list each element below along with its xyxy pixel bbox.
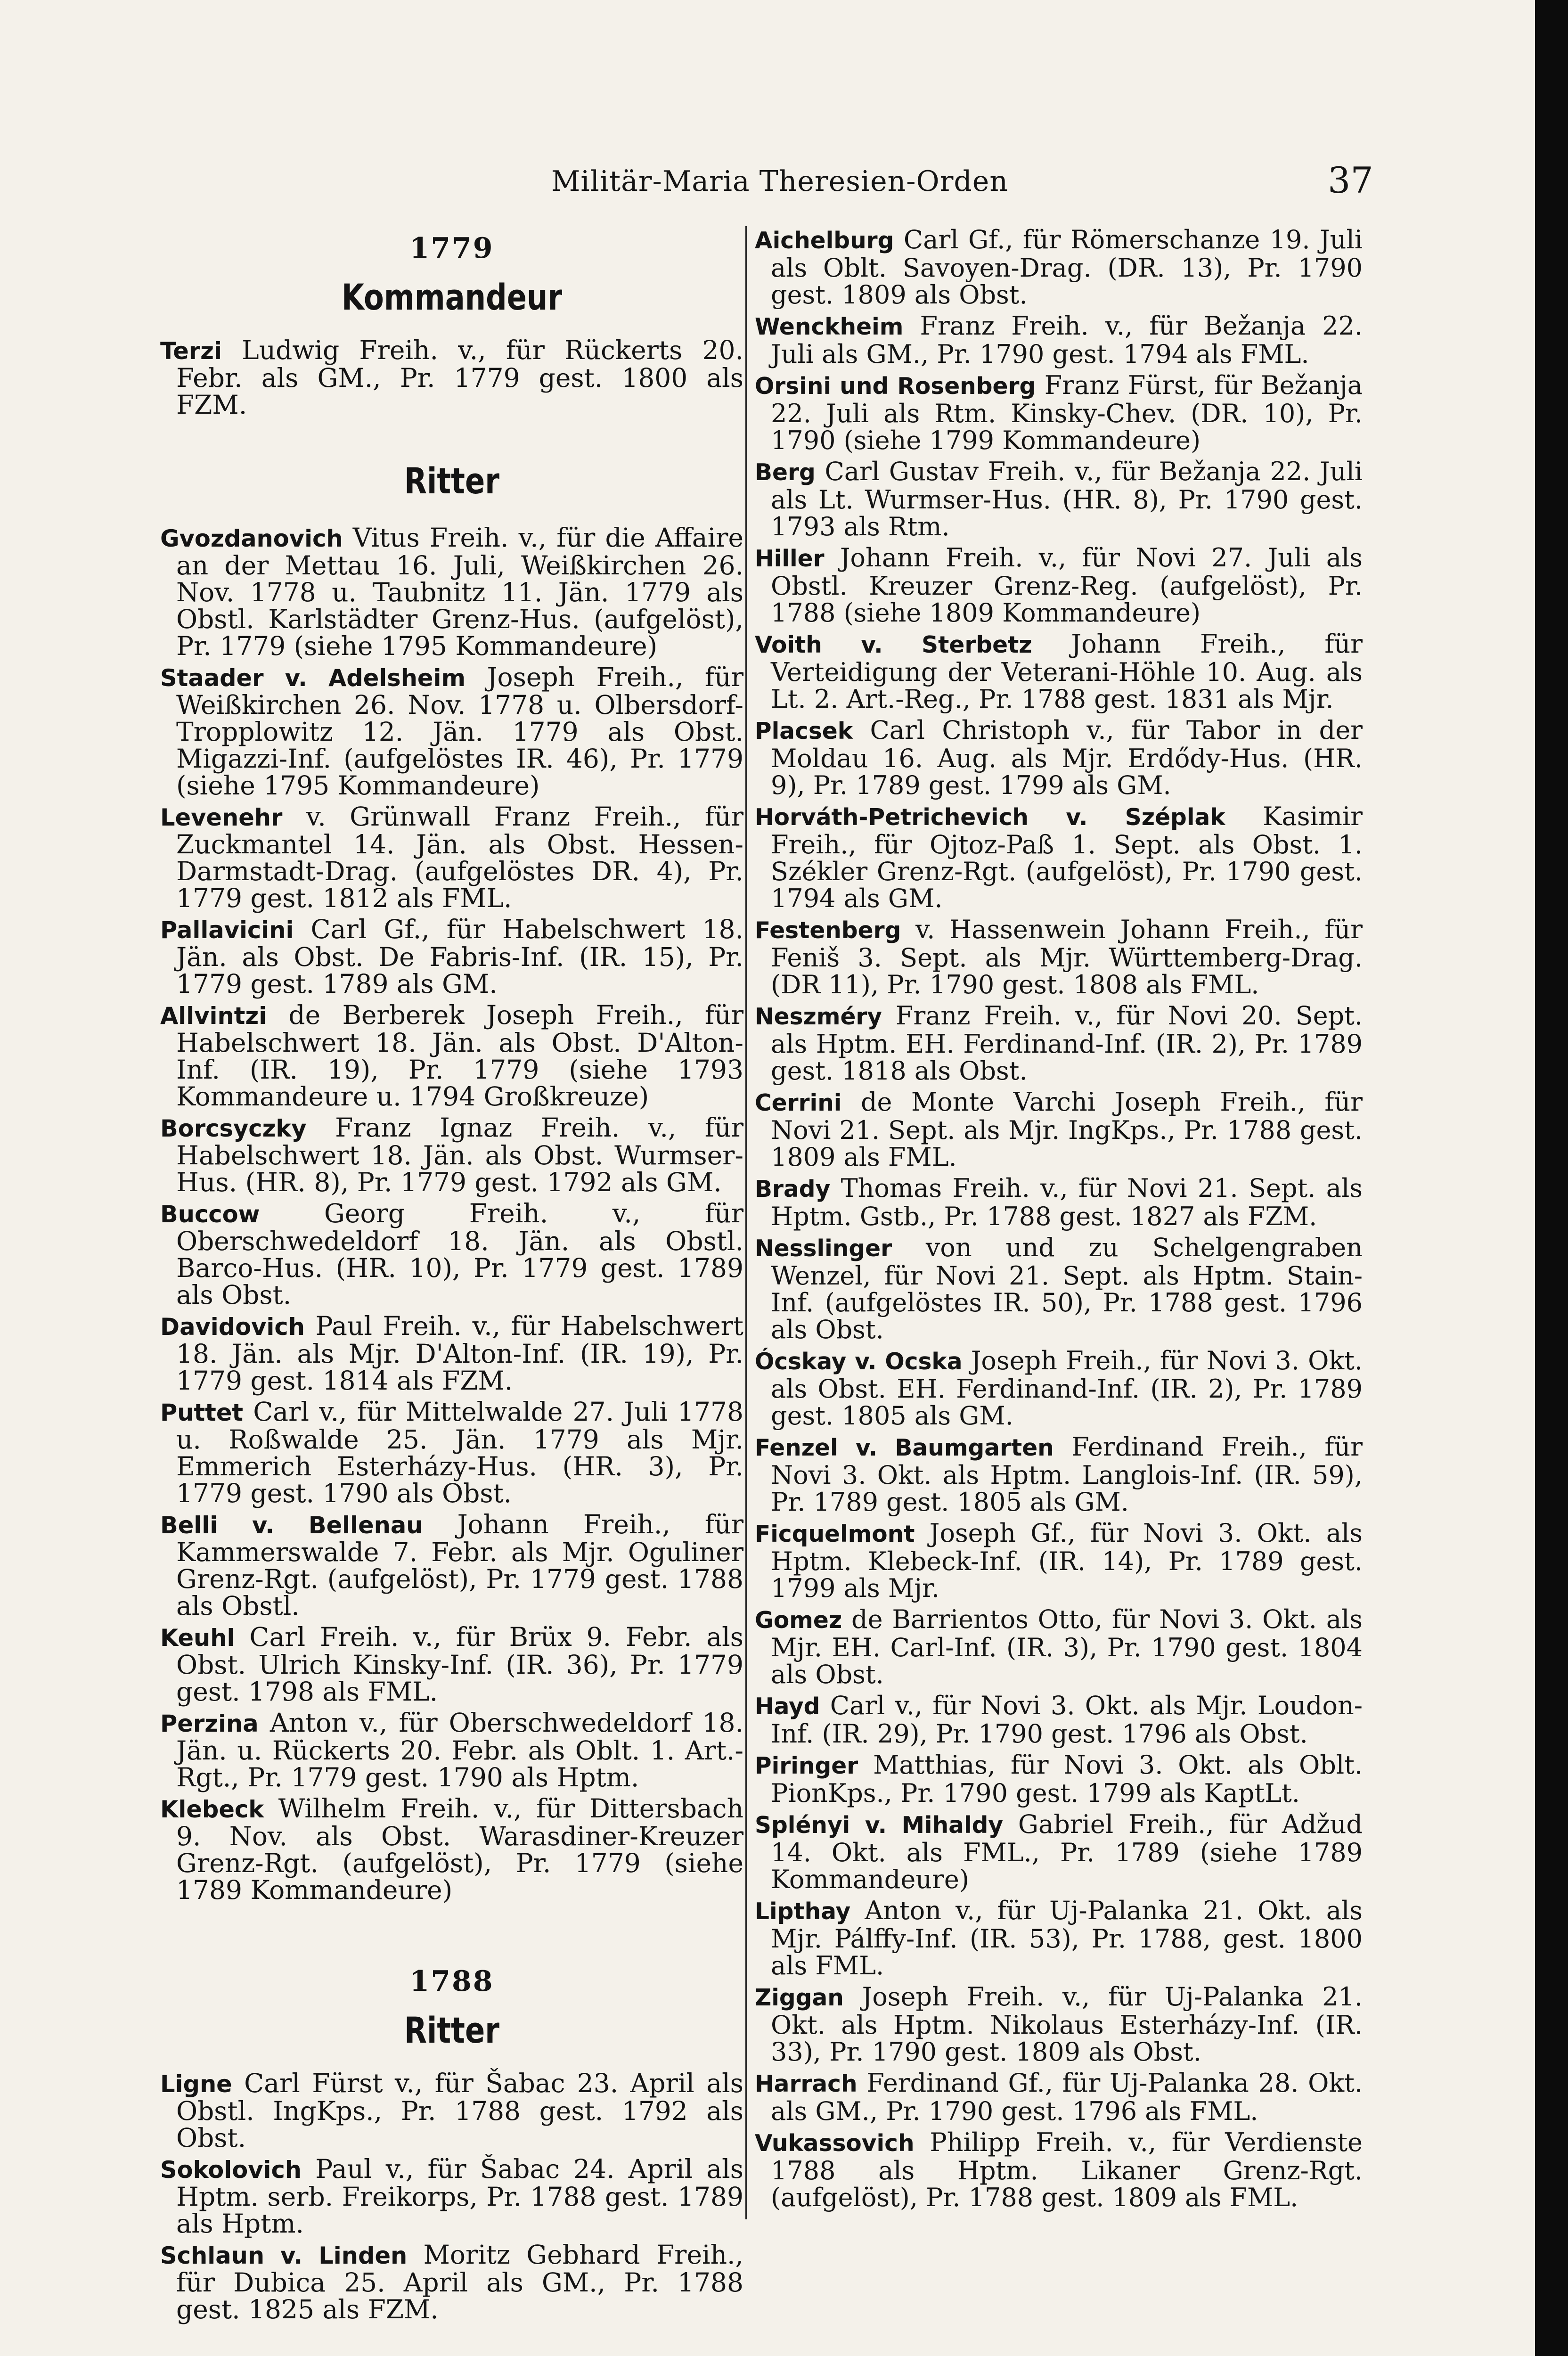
entry-name: Fenzel v. Baumgarten xyxy=(755,1435,1054,1461)
entry-name: Orsini und Rosenberg xyxy=(755,373,1036,400)
entry-text: Carl Gf., für Habelschwert 18. Jän. als Obst. De Fabris-Inf. (IR. 15), Pr. 1779 gest. 1789 als GM. xyxy=(176,914,743,999)
right-column xyxy=(755,226,1363,2215)
entry xyxy=(755,372,1363,454)
entry xyxy=(755,1606,1363,1688)
entry-text: Carl Gf., für Römerschanze 19. Juli als Oblt. Savoyen-Drag. (DR. 13), Pr. 1790 gest. 1809 als Obst. xyxy=(771,225,1363,310)
entry-text: Carl Fürst v., für Šabac 23. April als Obstl. IngKps., Pr. 1788 gest. 1792 als Obst. xyxy=(176,2068,743,2153)
entry-text: Johann Freih., für Verteidigung der Veterani-Höhle 10. Aug. als Lt. 2. Art.-Reg., Pr. 1788 gest. 1831 als Mjr. xyxy=(771,629,1363,714)
entry-text: Ferdinand Gf., für Uj-Palanka 28. Okt. als GM., Pr. 1790 gest. 1796 als FML. xyxy=(771,2068,1363,2126)
entry xyxy=(755,1897,1363,1979)
entry xyxy=(755,916,1363,998)
ritter-1788-list xyxy=(160,2070,743,2323)
year-heading-1788: 1788 xyxy=(409,1965,494,1998)
entry-name: Pallavicini xyxy=(160,916,294,944)
entry xyxy=(755,312,1363,368)
entry-name: Allvintzi xyxy=(160,1002,267,1030)
entry xyxy=(755,1520,1363,1602)
entry-name: Sokolovich xyxy=(160,2156,302,2184)
entry-name: Klebeck xyxy=(160,1796,264,1823)
entry-name: Keuhl xyxy=(160,1624,235,1652)
entry xyxy=(160,1710,743,1791)
entry-name: Neszméry xyxy=(755,1004,882,1030)
section-heading-kommandeur: Kommandeur xyxy=(341,276,563,318)
entry-name: Cerrini xyxy=(755,1090,842,1116)
entry-name: Gvozdanovich xyxy=(160,525,343,552)
entry-text: Kasimir Freih., für Ojtoz-Paß 1. Sept. als Obst. 1. Székler Grenz-Rgt. (aufgelöst), Pr. 1790 gest. 1794 als GM. xyxy=(771,802,1363,913)
entry xyxy=(755,2070,1363,2125)
entry-name: Nesslinger xyxy=(755,1235,892,1262)
entry-name: Buccow xyxy=(160,1201,260,1228)
entry xyxy=(755,1811,1363,1893)
entry xyxy=(160,524,743,660)
entry xyxy=(755,2129,1363,2211)
entry-name: Ligne xyxy=(160,2070,232,2098)
entry xyxy=(755,1175,1363,1230)
entry-text: Carl v., für Novi 3. Okt. als Mjr. Loudon-Inf. (IR. 29), Pr. 1790 gest. 1796 als Obst. xyxy=(771,1691,1363,1749)
entry xyxy=(160,1313,743,1394)
entry-text: Vitus Freih. v., für die Affaire an der Mettau 16. Juli, Weißkirchen 26. Nov. 1778 u. Taubnitz 11. Jän. 1779 als Obstl. Karlstädter Grenz-Hus. (aufgelöst), Pr. 1779 (siehe 1795 Kommandeure) xyxy=(176,523,743,661)
entry-name: Schlaun v. Linden xyxy=(160,2242,408,2269)
entry-text: Anton v., für Uj-Palanka 21. Okt. als Mjr. Pálffy-Inf. (IR. 53), Pr. 1788, gest. 1800 als FML. xyxy=(771,1896,1363,1980)
entry-text: Joseph Freih., für Weißkirchen 26. Nov. 1778 u. Olbersdorf-Tropplowitz 12. Jän. 1779 als Obst. Migazzi-Inf. (aufgelöstes IR. 46), Pr. 1779 (siehe 1795 Kommandeure) xyxy=(176,662,743,801)
entry-text: Joseph Gf., für Novi 3. Okt. als Hptm. Klebeck-Inf. (IR. 14), Pr. 1789 gest. 1799 als Mjr. xyxy=(771,1518,1363,1603)
entry xyxy=(160,2241,743,2323)
entry-name: Voith v. Sterbetz xyxy=(755,632,1032,658)
ritter-continued-list xyxy=(755,226,1363,2211)
entry-name: Ócskay v. Ocska xyxy=(755,1349,963,1375)
entry xyxy=(160,1114,743,1196)
entry-text: Wilhelm Freih. v., für Dittersbach 9. Nov. als Obst. Warasdiner-Kreuzer Grenz-Rgt. (aufgelöst), Pr. 1779 (siehe 1789 Kommandeure) xyxy=(176,1793,743,1905)
entry xyxy=(755,544,1363,626)
entry-text: Johann Freih. v., für Novi 27. Juli als Obstl. Kreuzer Grenz-Reg. (aufgelöst), Pr. 1788 (siehe 1809 Kommandeure) xyxy=(771,543,1363,628)
entry-text: Carl Gustav Freih. v., für Bežanja 22. Juli als Lt. Wurmser-Hus. (HR. 8), Pr. 1790 gest. 1793 als Rtm. xyxy=(771,457,1363,541)
entry xyxy=(755,1002,1363,1084)
entry xyxy=(160,664,743,799)
entry-text: Ferdinand Freih., für Novi 3. Okt. als Hptm. Langlois-Inf. (IR. 59), Pr. 1789 gest. 1805 als GM. xyxy=(771,1432,1363,1517)
entry-name: Davidovich xyxy=(160,1313,305,1341)
entry-name: Staader v. Adelsheim xyxy=(160,664,466,692)
entry-text: Anton v., für Oberschwedeldorf 18. Jän. u. Rückerts 20. Febr. als Oblt. 1. Art.-Rgt., Pr. 1779 gest. 1790 als Hptm. xyxy=(176,1708,743,1792)
entry-name: Horváth-Petrichevich v. Széplak xyxy=(755,804,1225,831)
entry-text: Paul v., für Šabac 24. April als Hptm. serb. Freikorps, Pr. 1788 gest. 1789 als Hptm. xyxy=(176,2154,743,2239)
entry xyxy=(755,630,1363,712)
entry-name: Perzina xyxy=(160,1710,259,1737)
entry-text: Thomas Freih. v., für Novi 21. Sept. als Hptm. Gstb., Pr. 1788 gest. 1827 als FZM. xyxy=(771,1173,1363,1231)
entry-text: Franz Freih. v., für Novi 20. Sept. als Hptm. EH. Ferdinand-Inf. (IR. 2), Pr. 1789 gest. 1818 als Obst. xyxy=(771,1001,1363,1086)
entry-name: Harrach xyxy=(755,2071,858,2097)
entry-text: Johann Freih., für Kammerswalde 7. Febr. als Mjr. Oguliner Grenz-Rgt. (aufgelöst), Pr. 1779 gest. 1788 als Obstl. xyxy=(176,1509,743,1621)
entry xyxy=(755,226,1363,308)
kommandeur-list xyxy=(160,337,743,418)
entry-name: Hayd xyxy=(755,1693,820,1720)
entry-text: Franz Ignaz Freih. v., für Habelschwert 18. Jän. als Obst. Wurmser-Hus. (HR. 8), Pr. 1779 gest. 1792 als GM. xyxy=(176,1113,743,1197)
entry-text: v. Hassenwein Johann Freih., für Feniš 3. Sept. als Mjr. Württemberg-Drag. (DR 11), Pr. 1790 gest. 1808 als FML. xyxy=(771,915,1363,999)
entry xyxy=(160,916,743,998)
entry xyxy=(755,1692,1363,1747)
entry-name: Puttet xyxy=(160,1399,244,1426)
running-header: Militär-Maria Theresien-Orden xyxy=(551,165,1008,198)
entry-name: Ficquelmont xyxy=(755,1521,915,1547)
entry-name: Placsek xyxy=(755,718,853,744)
entry xyxy=(755,1751,1363,1807)
entry xyxy=(160,1624,743,1705)
entry xyxy=(755,1433,1363,1515)
entry-text: Matthias, für Novi 3. Okt. als Oblt. PionKps., Pr. 1790 gest. 1799 als KaptLt. xyxy=(771,1750,1363,1808)
entry xyxy=(160,1399,743,1507)
entry-text: v. Grünwall Franz Freih., für Zuckmantel 14. Jän. als Obst. Hessen-Darmstadt-Drag. (aufgelöstes DR. 4), Pr. 1779 gest. 1812 als FML. xyxy=(176,802,743,913)
entry-name: Splényi v. Mihaldy xyxy=(755,1812,1004,1839)
page-number: 37 xyxy=(1328,159,1373,201)
entry xyxy=(755,1347,1363,1429)
entry xyxy=(755,1088,1363,1170)
entry-name: Vukassovich xyxy=(755,2130,915,2157)
entry-text: Joseph Freih., für Novi 3. Okt. als Obst. EH. Ferdinand-Inf. (IR. 2), Pr. 1789 gest. 1805 als GM. xyxy=(771,1346,1363,1431)
page-edge-shadow xyxy=(1535,0,1568,2356)
entry xyxy=(160,1795,743,1904)
entry xyxy=(160,803,743,912)
entry-text: Ludwig Freih. v., für Rückerts 20. Febr. als GM., Pr. 1779 gest. 1800 als FZM. xyxy=(176,335,743,420)
entry-text: Joseph Freih. v., für Uj-Palanka 21. Okt. als Hptm. Nikolaus Esterházy-Inf. (IR. 33), Pr. 1790 gest. 1809 als Obst. xyxy=(771,1982,1363,2067)
entry-text: Paul Freih. v., für Habelschwert 18. Jän. als Mjr. D'Alton-Inf. (IR. 19), Pr. 1779 gest. 1814 als FZM. xyxy=(176,1311,743,1396)
entry-name: Aichelburg xyxy=(755,228,894,254)
entry xyxy=(755,458,1363,540)
entry-text: de Monte Varchi Joseph Freih., für Novi 21. Sept. als Mjr. IngKps., Pr. 1788 gest. 1809 als FML. xyxy=(771,1087,1363,1172)
entry-name: Ziggan xyxy=(755,1985,844,2011)
entry-text: Franz Fürst, für Bežanja 22. Juli als Rtm. Kinsky-Chev. (DR. 10), Pr. 1790 (siehe 1799 Kommandeure) xyxy=(771,370,1363,455)
entry xyxy=(160,1511,743,1620)
entry-name: Festenberg xyxy=(755,917,901,944)
entry-text: Carl Christoph v., für Tabor in der Moldau 16. Aug. als Mjr. Erdődy-Hus. (HR. 9), Pr. 1789 gest. 1799 als GM. xyxy=(771,715,1363,800)
entry xyxy=(160,1002,743,1110)
entry-text: Moritz Gebhard Freih., für Dubica 25. April als GM., Pr. 1788 gest. 1825 als FZM. xyxy=(176,2240,744,2324)
entry-name: Berg xyxy=(755,459,816,486)
entry-text: Franz Freih. v., für Bežanja 22. Juli als GM., Pr. 1790 gest. 1794 als FML. xyxy=(771,311,1363,369)
year-heading: 1779 xyxy=(409,232,494,265)
entry-text: von und zu Schelgengraben Wenzel, für Novi 21. Sept. als Hptm. Stain-Inf. (aufgelöstes IR. 50), Pr. 1788 gest. 1796 als Obst. xyxy=(771,1233,1363,1344)
entry-name: Brady xyxy=(755,1176,831,1203)
ritter-1779-list xyxy=(160,524,743,1904)
entry-name: Borcsyczky xyxy=(160,1115,307,1142)
entry-text: de Berberek Joseph Freih., für Habelschwert 18. Jän. als Obst. D'Alton-Inf. (IR. 19), Pr. 1779 (siehe 1793 Kommandeure u. 1794 Großkreuze) xyxy=(176,1000,743,1112)
entry xyxy=(755,717,1363,799)
entry xyxy=(755,803,1363,912)
entry-name: Hiller xyxy=(755,546,825,572)
entry xyxy=(160,2156,743,2237)
entry-text: Carl v., für Mittelwalde 27. Juli 1778 u. Roßwalde 25. Jän. 1779 als Mjr. Emmerich Esterházy-Hus. (HR. 3), Pr. 1779 gest. 1790 als Obst. xyxy=(176,1397,743,1508)
entry-name: Lipthay xyxy=(755,1898,851,1925)
entry-text: Georg Freih. v., für Oberschwedeldorf 18. Jän. als Obstl. Barco-Hus. (HR. 10), Pr. 1779 gest. 1789 als Obst. xyxy=(176,1198,743,1310)
column-divider xyxy=(745,226,747,2219)
entry-name: Belli v. Bellenau xyxy=(160,1512,423,1539)
entry xyxy=(160,2070,743,2151)
entry xyxy=(160,1200,743,1309)
entry-name: Wenckheim xyxy=(755,314,904,340)
section-heading-ritter-1788: Ritter xyxy=(404,2009,499,2051)
entry xyxy=(755,1234,1363,1343)
section-heading-ritter: Ritter xyxy=(404,460,499,502)
entry-text: Philipp Freih. v., für Verdienste 1788 als Hptm. Likaner Grenz-Rgt. (aufgelöst), Pr. 1788 gest. 1809 als FML. xyxy=(771,2127,1363,2212)
entry-name: Terzi xyxy=(160,337,222,365)
entry-name: Gomez xyxy=(755,1607,842,1634)
entry-text: Carl Freih. v., für Brüx 9. Febr. als Obst. Ulrich Kinsky-Inf. (IR. 36), Pr. 1779 gest. 1798 als FML. xyxy=(176,1622,743,1707)
entry-text: de Barrientos Otto, für Novi 3. Okt. als Mjr. EH. Carl-Inf. (IR. 3), Pr. 1790 gest. 1804 als Obst. xyxy=(771,1604,1363,1689)
entry-text: Gabriel Freih., für Adžud 14. Okt. als FML., Pr. 1789 (siehe 1789 Kommandeure) xyxy=(771,1809,1363,1894)
entry xyxy=(160,337,743,418)
entry-name: Piringer xyxy=(755,1753,858,1779)
left-column xyxy=(160,226,743,2327)
entry-name: Levenehr xyxy=(160,804,283,831)
entry xyxy=(755,1983,1363,2065)
